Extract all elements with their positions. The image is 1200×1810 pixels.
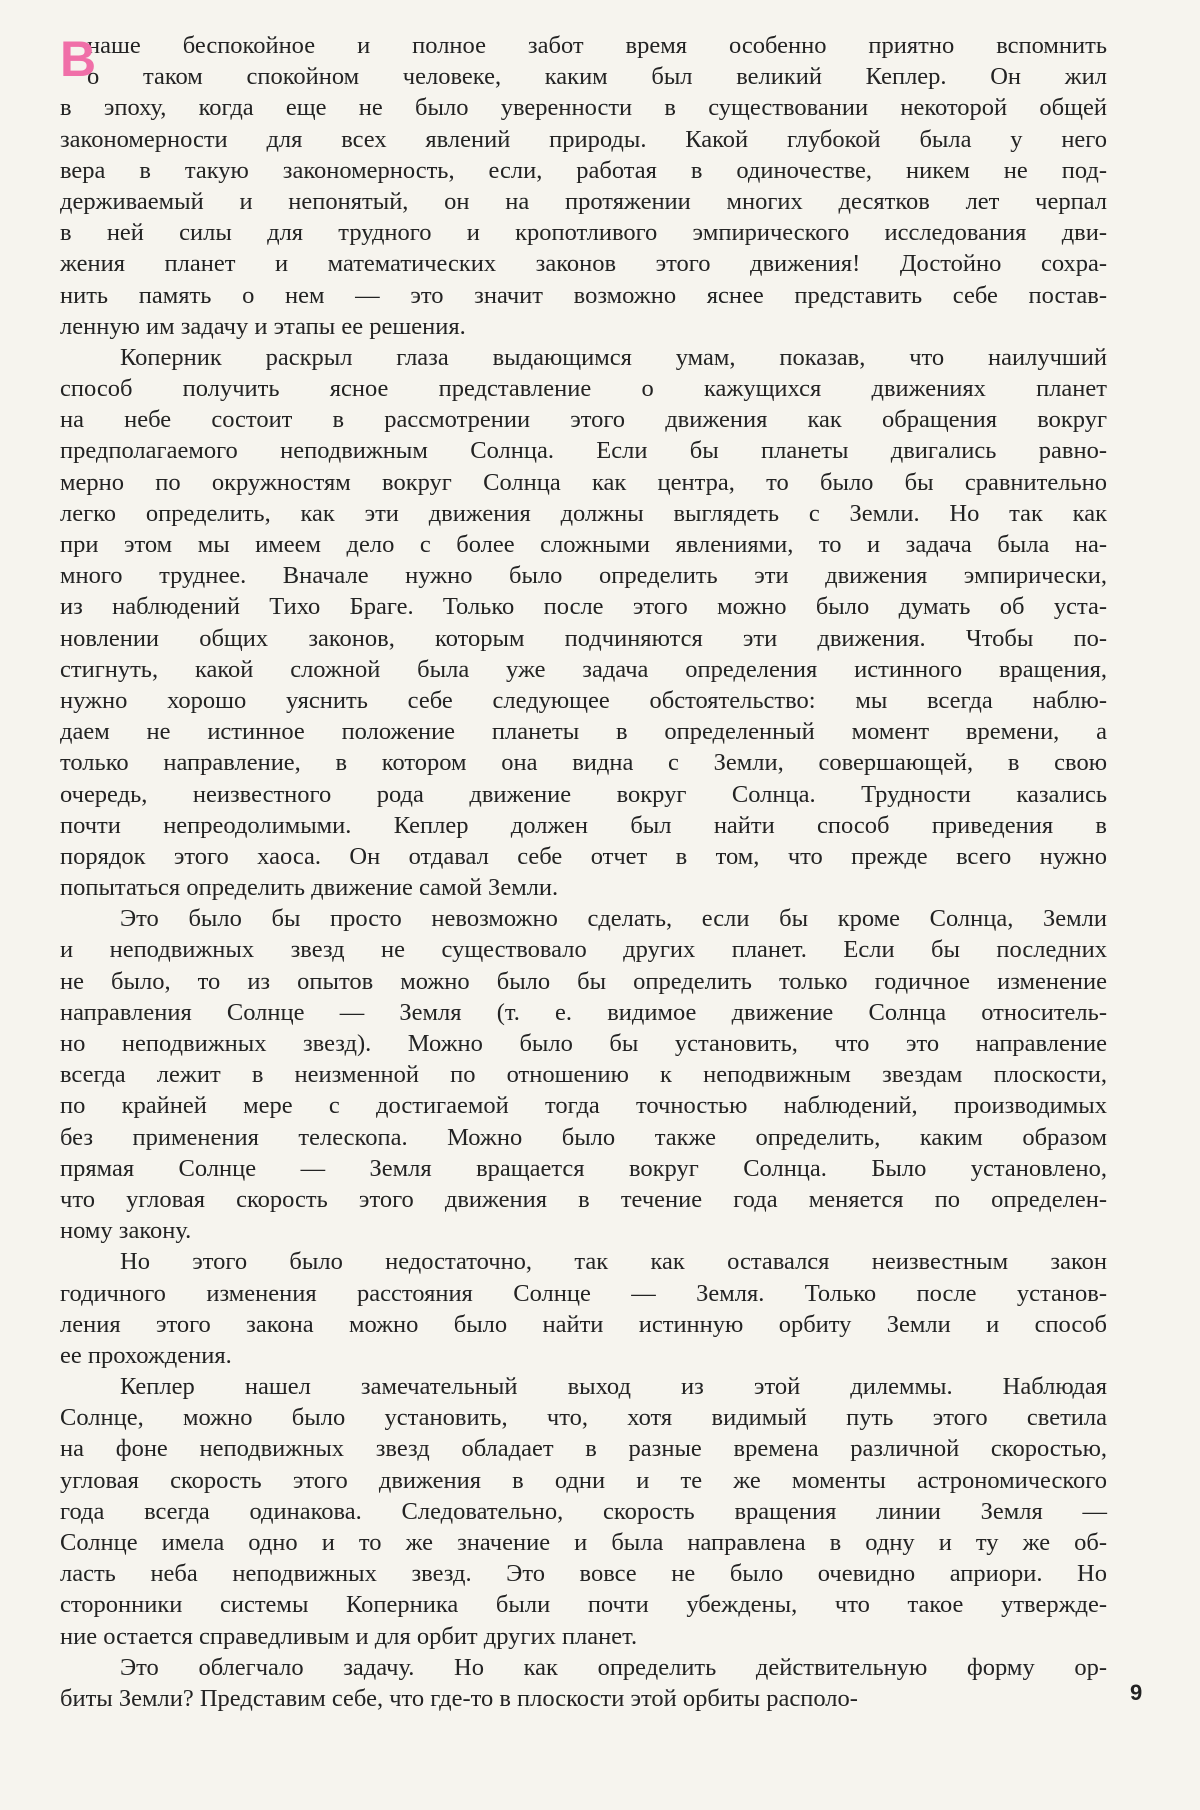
text-line: только направление, в котором она видна с Земли, совершающей, в свою <box>60 749 1107 777</box>
text-line: Это облегчало задачу. Но как определить действительную форму ор- <box>120 1653 1107 1681</box>
text-line: очередь, неизвестного рода движение вокруг Солнца. Трудности казались <box>60 780 1107 808</box>
text-line: что угловая скорость этого движения в течение года меняется по определен- <box>60 1185 1107 1213</box>
text-line: года всегда одинакова. Следовательно, скорость вращения линии Земля — <box>60 1497 1107 1525</box>
text-line: в ней силы для трудного и кропотливого эмпирического исследования дви- <box>60 219 1107 247</box>
text-line: и неподвижных звезд не существовало других планет. Если бы последних <box>60 936 1107 964</box>
text-line: на небе состоит в рассмотрении этого движения как обращения вокруг <box>60 406 1107 434</box>
text-line: нужно хорошо уяснить себе следующее обстоятельство: мы всегда наблю- <box>60 686 1107 714</box>
text-line: жения планет и математических законов этого движения! Достойно сохра- <box>60 250 1107 278</box>
text-line: без применения телескопа. Можно было также определить, каким образом <box>60 1123 1107 1151</box>
text-line: держиваемый и непонятый, он на протяжении многих десятков лет черпал <box>60 187 1107 215</box>
page-number: 9 <box>1130 1680 1143 1705</box>
text-line: Это было бы просто невозможно сделать, если бы кроме Солнца, Земли <box>120 905 1107 933</box>
text-line: стигнуть, какой сложной была уже задача определения истинного вращения, <box>60 655 1107 683</box>
text-line: угловая скорость этого движения в одни и те же моменты астрономического <box>60 1466 1107 1494</box>
text-line: закономерности для всех явлений природы. Какой глубокой была у него <box>60 125 1107 153</box>
text-line: прямая Солнце — Земля вращается вокруг Солнца. Было установлено, <box>60 1154 1107 1182</box>
text-line: по крайней мере с достигаемой тогда точностью наблюдений, производимых <box>60 1092 1107 1120</box>
text-line: направления Солнце — Земля (т. е. видимое движение Солнца относитель- <box>60 998 1107 1026</box>
text-line: ному закону. <box>60 1217 192 1245</box>
text-line: Солнце, можно было установить, что, хотя видимый путь этого светила <box>60 1404 1107 1432</box>
text-line: годичного изменения расстояния Солнце — Земля. Только после установ- <box>60 1279 1107 1307</box>
text-line: биты Земли? Представим себе, что где-то в плоскости этой орбиты располо- <box>60 1684 858 1712</box>
text-line: почти непреодолимыми. Кеплер должен был найти способ приведения в <box>60 811 1107 839</box>
text-line: ласть неба неподвижных звезд. Это вовсе не было очевидно априори. Но <box>60 1560 1107 1588</box>
text-line: наше беспокойное и полное забот время особенно приятно вспомнить <box>87 32 1107 59</box>
text-line: всегда лежит в неизменной по отношению к неподвижным звездам плоскости, <box>60 1061 1107 1089</box>
text-line: даем не истинное положение планеты в определенный момент времени, а <box>60 718 1107 746</box>
text-line: не было, то из опытов можно было бы определить только годичное изменение <box>60 967 1107 995</box>
text-line: способ получить ясное представление о кажущихся движениях планет <box>60 375 1107 403</box>
text-line: ленную им задачу и этапы ее решения. <box>60 312 466 340</box>
text-line: вера в такую закономерность, если, работая в одиночестве, никем не под- <box>60 156 1107 184</box>
text-line: ее прохождения. <box>60 1341 232 1369</box>
drop-cap-letter: В <box>60 31 97 87</box>
text-line: много труднее. Вначале нужно было определить эти движения эмпирически, <box>60 562 1107 590</box>
text-line: но неподвижных звезд). Можно было бы установить, что это направление <box>60 1030 1107 1057</box>
text-line: предполагаемого неподвижным Солнца. Если бы планеты двигались равно- <box>60 437 1107 465</box>
text-line: легко определить, как эти движения должны выглядеть с Земли. Но так как <box>60 499 1107 527</box>
text-line: порядок этого хаоса. Он отдавал себе отчет в том, что прежде всего нужно <box>60 842 1107 870</box>
text-line: новлении общих законов, которым подчиняются эти движения. Чтобы по- <box>60 624 1107 652</box>
text-line: Кеплер нашел замечательный выход из этой дилеммы. Наблюдая <box>120 1373 1107 1401</box>
text-line: из наблюдений Тихо Браге. Только после этого можно было думать об уста- <box>60 593 1107 621</box>
text-line: Но этого было недостаточно, так как оставался неизвестным закон <box>120 1248 1107 1276</box>
text-line: Солнце имела одно и то же значение и была направлена в одну и ту же об- <box>60 1529 1107 1556</box>
text-line: о таком спокойном человеке, каким был великий Кеплер. Он жил <box>87 63 1107 91</box>
text-line: на фоне неподвижных звезд обладает в разные времена различной скоростью, <box>60 1435 1107 1463</box>
text-line: нить память о нем — это значит возможно яснее представить себе постав- <box>60 281 1107 309</box>
text-line: сторонники системы Коперника были почти убеждены, что такое утвержде- <box>60 1591 1107 1619</box>
text-line: ние остается справедливым и для орбит других планет. <box>60 1622 638 1650</box>
text-line: Коперник раскрыл глаза выдающимся умам, показав, что наилучший <box>120 343 1107 371</box>
text-line: при этом мы имеем дело с более сложными явлениями, то и задача была на- <box>60 531 1107 558</box>
text-line: ления этого закона можно было найти истинную орбиту Земли и способ <box>60 1310 1107 1338</box>
text-line: попытаться определить движение самой Земли. <box>60 874 559 902</box>
text-line: мерно по окружностям вокруг Солнца как центра, то было бы сравнительно <box>60 468 1107 496</box>
body-text <box>60 30 1107 1714</box>
text-line: в эпоху, когда еще не было уверенности в существовании некоторой общей <box>60 94 1107 122</box>
